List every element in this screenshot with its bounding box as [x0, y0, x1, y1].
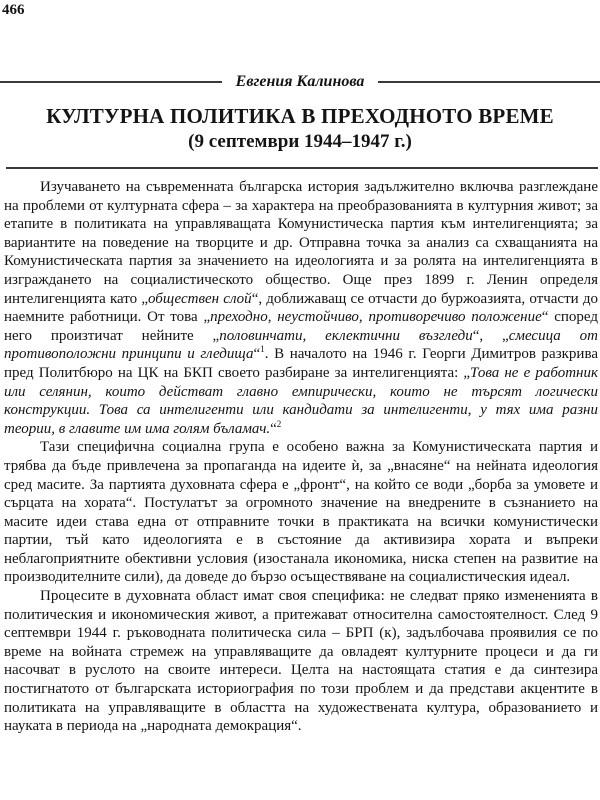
text-run: “, доближаващ се отчасти до буржоазията, отчасти до наемните работници. От това „	[4, 290, 598, 326]
author-header	[0, 72, 600, 92]
author-name: Евгения Калинова	[235, 73, 365, 90]
paragraph-3: Процесите в духовната област имат своя специфика: не следват пряко измененията в политическия и икономическия живот, а притежават относителна самостоятелност. След 9 септември 1944 г. ръководната политическа сила – БРП (к), задълбочава проявилия се по време на войната стремеж на управляващите да овладеят културните процеси и да ги насочват в руслото на своите интереси. Целта на настоящата статия е да синтезира постигнатото от българската историография по този проблем и да представи акцентите в политиката на управляващите в областта на художествената култура, образованието и науката в периода на „народната демокрация“.	[4, 588, 598, 735]
quote-italic: смесица от противоположни принципи и гледища	[4, 327, 598, 363]
title-divider	[6, 167, 598, 169]
left-rule	[0, 81, 222, 83]
footnote-ref-1[interactable]: 1	[260, 344, 265, 355]
text-run: “	[253, 346, 261, 363]
quote-italic: преходно, неустойчиво, противоречиво положение	[210, 309, 542, 326]
paragraph-1	[4, 178, 598, 438]
quote-italic: Това не е работник или селянин, които действат главно емпирически, които не търсят логически конструкции. Това са интелигенти или кандидати за интелигенти, у тях има разни теории, в главите им има голям бъламач.	[4, 364, 598, 437]
text-run: Изучаването на съвременната българска история задължително включва разглеждане на проблеми от културната сфера – за характера на преобразованията в културния живот; за етапите в политиката на управляващата Комунистическа партия към интелигенцията; за вариантите на поведение на творците и др. Отправна точка за анализ са схващанията на Комунистическата партия за значението на идеологията и за ролята на интелигенцията в изграждането на социалистическото общество. Още през 1899 г. Ленин определя интелигенцията като „	[4, 179, 598, 307]
text-run: “ според него произтичат нейните „	[4, 309, 598, 344]
text-run: “	[270, 420, 277, 437]
quote-italic: половинчати, еклектични възгледи	[219, 327, 473, 344]
text-run: “, „	[472, 327, 509, 344]
page-number: 466	[2, 2, 25, 18]
right-rule	[378, 81, 600, 83]
article-subtitle: (9 септември 1944–1947 г.)	[188, 131, 412, 152]
article-body	[4, 178, 598, 736]
quote-italic: обществен слой	[148, 290, 252, 307]
text-run: . В началото на 1946 г. Георги Димитров разкрива пред Политбюро на ЦК на БКП своето разбиране за интелигенцията: „	[4, 346, 598, 381]
footnote-ref-2[interactable]: 2	[276, 418, 282, 429]
paragraph-2: Тази специфична социална група е особено важна за Комунистическата партия и трябва да бъде привлечена за пропаганда на идеите ѝ, за „внасяне“ на нейната идеология сред масите. За партията духовната сфера е „фронт“, на който се води „борба за умовете и сърцата на хората“. Постулатът за огромното значение на внедрените в съзнанието на масите идеи става една от отправните точки в практиката на всички комунистически партии, тъй като идеологията е в състояние да активизира хората и въпреки неблагоприятните обективни условия (изостанала икономика, ниска степен на развитие на производителните сили), да доведе до бързо осъществяване на социалистическия идеал.	[4, 439, 598, 586]
article-title: КУЛТУРНА ПОЛИТИКА В ПРЕХОДНОТО ВРЕМЕ	[46, 104, 554, 128]
